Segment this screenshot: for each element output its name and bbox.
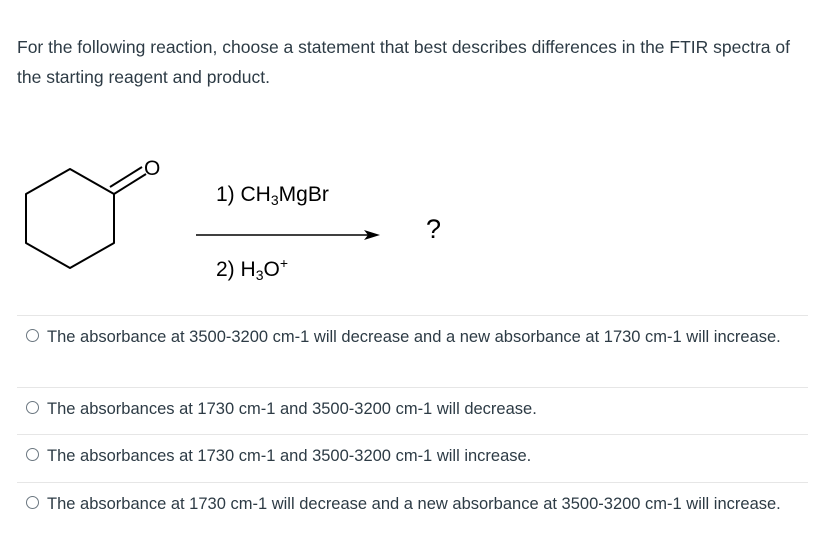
oxygen-label: O [144,157,161,180]
answer-option-4[interactable] [17,491,797,517]
divider [17,315,808,316]
option-label: The absorbances at 1730 cm-1 and 3500-3200 cm-1 will increase. [47,447,532,465]
question-text: For the following reaction, choose a statement that best describes differences in the FTIR spectra of the starting reagent and product. [17,37,790,87]
cyclohexane-ring [26,169,114,268]
option-label: The absorbance at 3500-3200 cm-1 will decrease and a new absorbance at 1730 cm-1 will increase. [47,328,781,346]
carbonyl-bond-2 [110,167,142,187]
radio-button[interactable] [26,401,39,414]
reagent-step-1: 1) $CH_3MgBr$ [216,183,329,208]
radio-button[interactable] [26,448,39,461]
radio-button[interactable] [26,496,39,509]
option-label: The absorbance at 1730 cm-1 will decrease and a new absorbance at 3500-3200 cm-1 will increase. [47,495,781,513]
unknown-product: ? [426,214,442,244]
answer-option-3[interactable] [17,443,797,469]
divider [17,482,808,483]
radio-button[interactable] [26,329,39,342]
answer-option-1[interactable] [17,324,797,350]
reagent-step-2: 2) $H_3O^+$ [216,255,289,283]
divider [17,434,808,435]
option-label: The absorbances at 1730 cm-1 and 3500-3200 cm-1 will decrease. [47,400,537,418]
carbonyl-bond-1 [114,174,146,194]
divider [17,387,808,388]
answer-option-2[interactable] [17,396,797,422]
